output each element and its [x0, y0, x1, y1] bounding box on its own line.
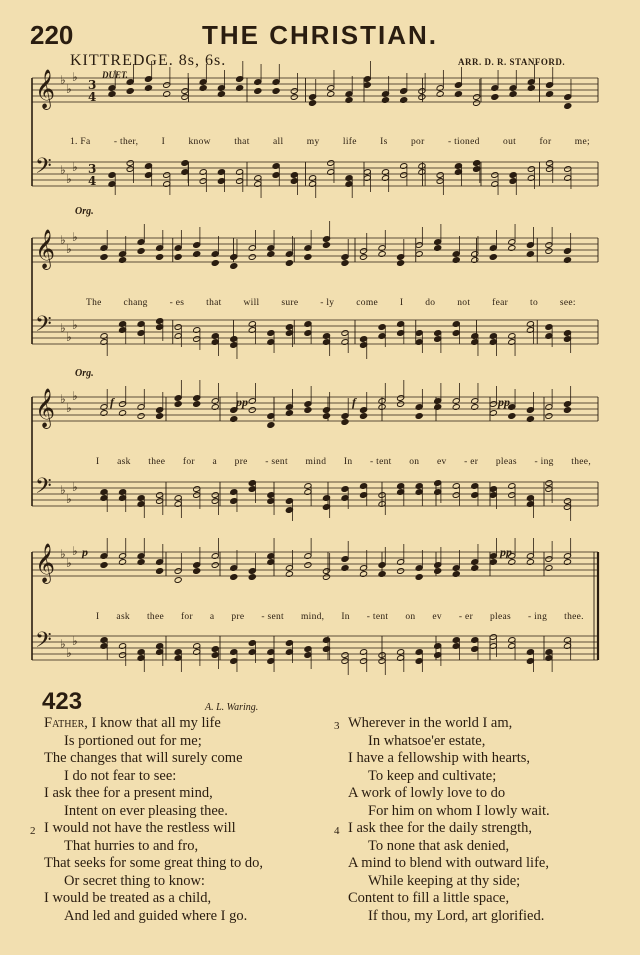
- note-head: [304, 407, 312, 414]
- lyric-line-2: The chang - es that will sure - ly come I do not fear to see:: [86, 298, 576, 308]
- time-signature-top: 3: [88, 78, 97, 92]
- treble-clef: 𝄞: [35, 543, 56, 583]
- note-head: [415, 413, 423, 420]
- flat-sign: ♭: [66, 556, 72, 570]
- note-head: [304, 562, 312, 569]
- bass-clef: 𝄢: [35, 312, 52, 342]
- note-head: [254, 88, 262, 95]
- note-head: [248, 407, 256, 414]
- flat-sign: ♭: [72, 230, 78, 244]
- flat-sign: ♭: [60, 73, 66, 87]
- treble-clef: 𝄞: [35, 229, 56, 269]
- stanza-first-word: Father,: [44, 715, 88, 731]
- note-head: [211, 562, 219, 569]
- bass-clef: 𝄢: [35, 474, 52, 504]
- lyric-line-3: I ask thee for a pre - sent mind In - tent on ev - er pleas - ing thee,: [96, 457, 591, 467]
- time-signature-bottom: 4: [88, 90, 97, 104]
- note-head: [174, 401, 182, 408]
- stanza-2: 2 I would not have the restless will That hurries to and fro, That seeks for some great thing to do, Or secret thing to know: I would be treated as a child, And led and guided where I go.: [30, 820, 264, 924]
- note-head: [473, 100, 481, 107]
- note-head: [360, 254, 368, 261]
- note-head: [545, 248, 553, 255]
- note-head: [397, 401, 405, 408]
- flat-sign: ♭: [66, 492, 72, 506]
- note-head: [309, 100, 317, 107]
- flat-sign: ♭: [60, 163, 66, 177]
- duet-mark: DUET.: [102, 70, 128, 80]
- dynamic-piano: p: [82, 545, 88, 559]
- note-head: [341, 419, 349, 426]
- note-head: [248, 254, 256, 261]
- note-head: [137, 413, 145, 420]
- note-head: [137, 248, 145, 255]
- flat-sign: ♭: [60, 321, 66, 335]
- flat-sign: ♭: [72, 318, 78, 332]
- flat-sign: ♭: [72, 544, 78, 558]
- note-head: [489, 254, 497, 261]
- flat-sign: ♭: [60, 233, 66, 247]
- stanza-3: 3 Wherever in the world I am, In whatsoe'er estate, I have a fellowship with hearts, To keep and cultivate; A work of lowly love to do For him on whom I lowly wait.: [334, 715, 550, 819]
- flat-sign: ♭: [60, 637, 66, 651]
- note-head: [290, 94, 298, 101]
- note-head: [211, 260, 219, 267]
- note-head: [248, 574, 256, 581]
- note-head: [285, 260, 293, 267]
- note-head: [126, 88, 134, 95]
- hymn-number: 423: [42, 688, 83, 715]
- time-signature-bottom: 4: [88, 174, 97, 188]
- note-head: [181, 94, 189, 101]
- note-head: [434, 568, 442, 575]
- stanza-1: Father, I know that all my life Is portioned out for me; The changes that will surely come I do not fear to see: I ask thee for a present mind, Intent on ever pleasing thee.: [44, 715, 243, 819]
- tune-name: KITTREDGE. 8s, 6s.: [70, 52, 227, 69]
- note-head: [418, 94, 426, 101]
- page-number: 220: [30, 20, 74, 50]
- note-head: [174, 254, 182, 261]
- dynamic-pianissimo-3: pp: [500, 545, 512, 559]
- dynamic-pianissimo-1: pp: [236, 395, 248, 409]
- flat-sign: ♭: [66, 172, 72, 186]
- hymn-author: A. L. Waring.: [205, 702, 259, 713]
- note-head: [341, 260, 349, 267]
- flat-sign: ♭: [66, 401, 72, 415]
- note-head: [397, 568, 405, 575]
- dynamic-forte-2: f: [352, 395, 356, 409]
- note-head: [193, 568, 201, 575]
- flat-sign: ♭: [66, 242, 72, 256]
- note-head: [491, 94, 499, 101]
- time-signature-top: 3: [88, 162, 97, 176]
- note-head: [272, 88, 280, 95]
- flat-sign: ♭: [72, 634, 78, 648]
- note-head: [322, 574, 330, 581]
- dynamic-forte-1: f: [110, 395, 114, 409]
- flat-sign: ♭: [60, 547, 66, 561]
- flat-sign: ♭: [66, 646, 72, 660]
- bass-clef: 𝄢: [35, 628, 52, 658]
- dynamic-pianissimo-2: pp: [498, 395, 510, 409]
- treble-clef: 𝄞: [35, 69, 56, 109]
- note-head: [230, 574, 238, 581]
- note-head: [174, 577, 182, 584]
- note-head: [322, 413, 330, 420]
- stanza-4: 4 I ask thee for the daily strength, To none that ask denied, A mind to blend with outward life, While keeping at thy side; Content to fill a little space, If thou, my Lord, art glorified.: [334, 820, 549, 924]
- note-head: [100, 562, 108, 569]
- flat-sign: ♭: [72, 70, 78, 84]
- flat-sign: ♭: [72, 389, 78, 403]
- note-head: [360, 413, 368, 420]
- organ-mark-2: Org.: [75, 368, 94, 379]
- flat-sign: ♭: [60, 483, 66, 497]
- bass-clef: 𝄢: [35, 154, 52, 184]
- note-head: [322, 242, 330, 249]
- section-title: THE CHRISTIAN.: [202, 20, 438, 50]
- flat-sign: ♭: [60, 392, 66, 406]
- flat-sign: ♭: [72, 480, 78, 494]
- note-head: [564, 103, 572, 110]
- note-head: [156, 568, 164, 575]
- note-head: [415, 574, 423, 581]
- organ-mark-1: Org.: [75, 206, 94, 217]
- flat-sign: ♭: [66, 82, 72, 96]
- lyric-line-1: 1. Fa - ther, I know that all my life Is por - tioned out for me;: [70, 137, 590, 147]
- note-head: [267, 422, 275, 429]
- note-head: [397, 260, 405, 267]
- note-head: [545, 413, 553, 420]
- flat-sign: ♭: [72, 160, 78, 174]
- note-head: [193, 401, 201, 408]
- flat-sign: ♭: [66, 330, 72, 344]
- note-head: [156, 413, 164, 420]
- note-head: [230, 263, 238, 270]
- note-head: [508, 413, 516, 420]
- arranger-credit: ARR. D. R. STANFORD.: [458, 57, 566, 67]
- treble-clef: 𝄞: [35, 388, 56, 428]
- note-head: [100, 254, 108, 261]
- note-head: [304, 254, 312, 261]
- note-head: [156, 254, 164, 261]
- lyric-line-4: I ask thee for a pre - sent mind, In - tent on ev - er pleas - ing thee.: [96, 612, 584, 622]
- note-head: [563, 407, 571, 414]
